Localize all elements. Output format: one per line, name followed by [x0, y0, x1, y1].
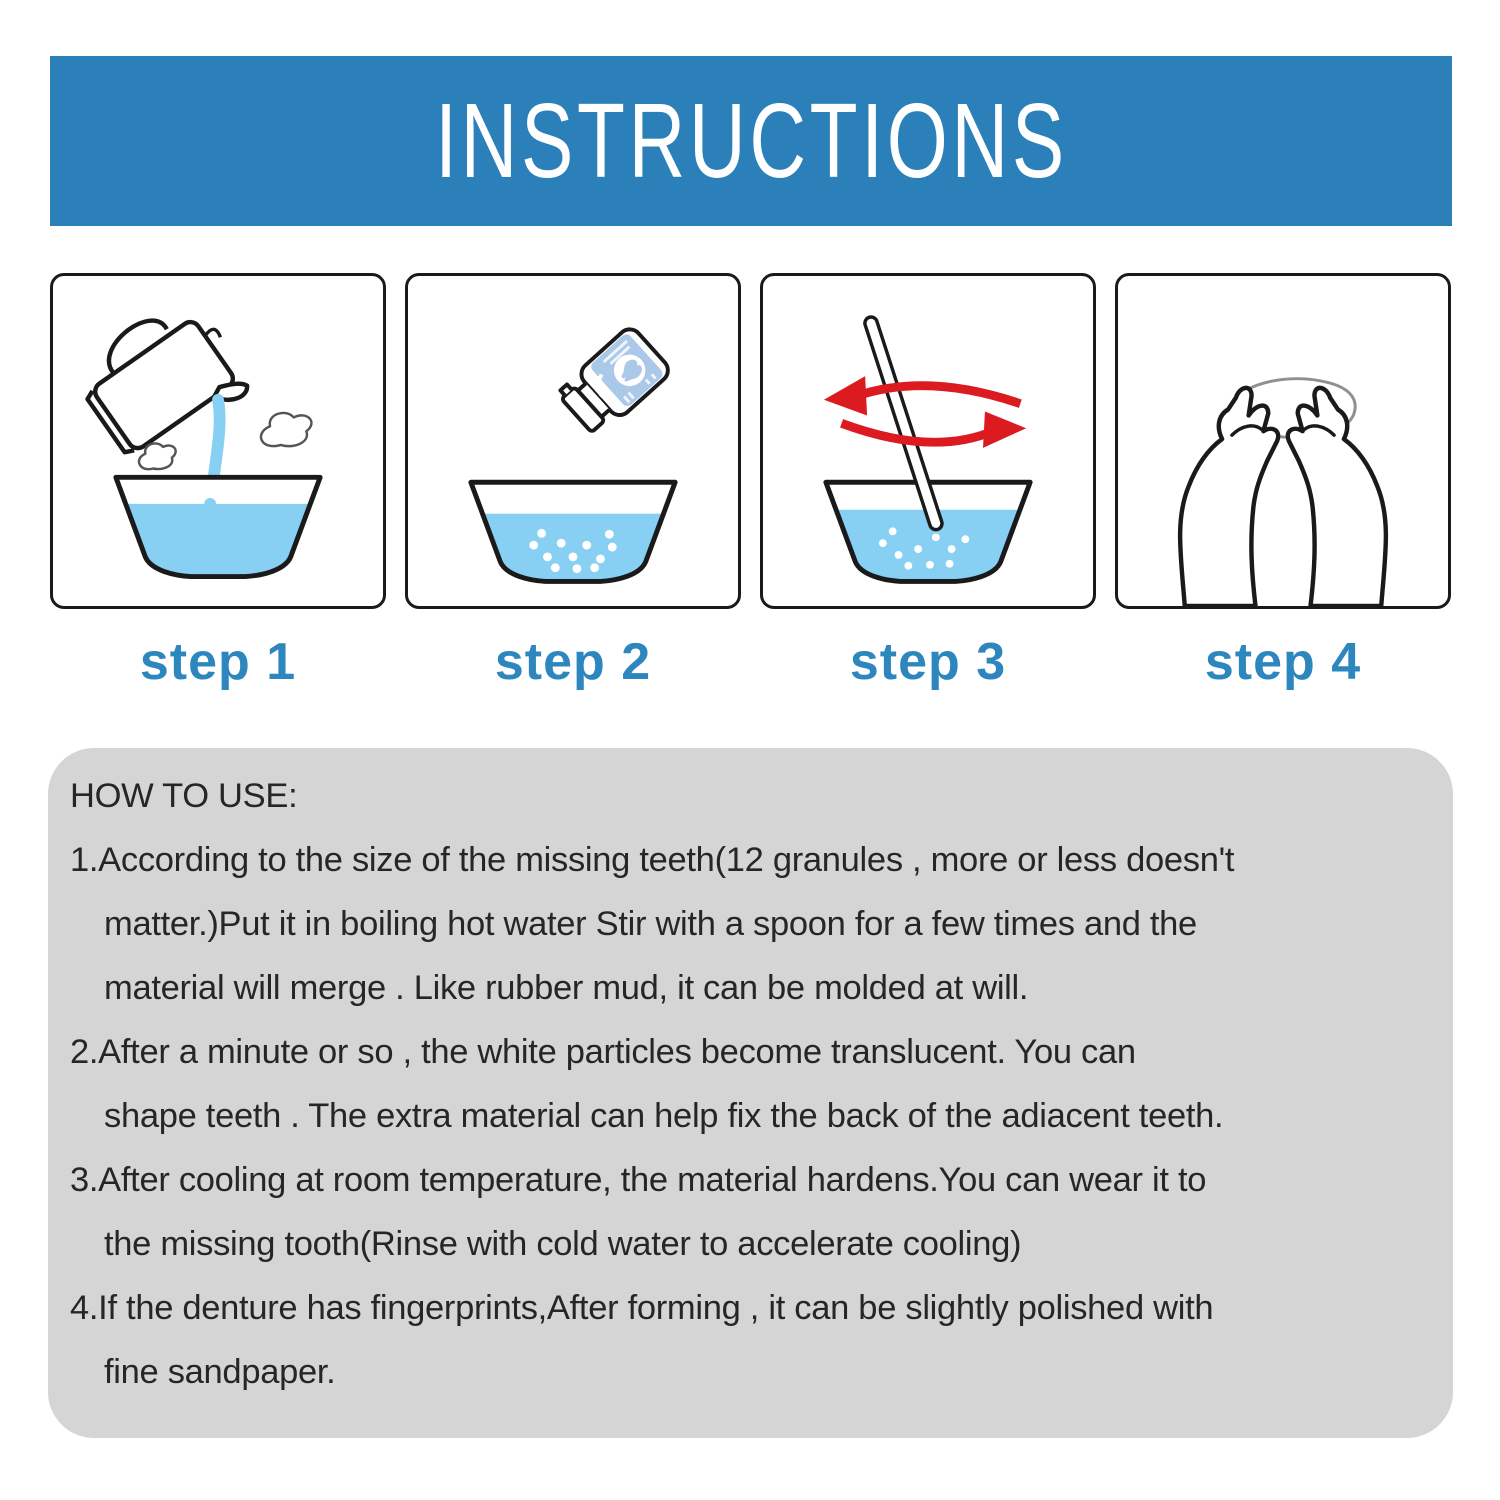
stir-motion-arrows: [824, 376, 1026, 448]
how-to-use-panel: [48, 748, 1453, 1438]
instruction-line: 2.After a minute or so , the white particles become translucent. You can: [70, 1033, 1136, 1071]
step-1-box: [50, 273, 386, 609]
steps-row: [50, 273, 1452, 609]
step-3-label: step 3: [849, 633, 1007, 691]
step-4-label: step 4: [1204, 633, 1362, 691]
instruction-line: fine sandpaper.: [104, 1353, 336, 1391]
step-2-label: step 2: [494, 633, 652, 691]
instruction-line: matter.)Put it in boiling hot water Stir with a spoon for a few times and the: [104, 905, 1197, 943]
header-banner: [50, 56, 1452, 226]
how-to-use-heading: HOW TO USE:: [70, 777, 298, 815]
instruction-line: the missing tooth(Rinse with cold water to accelerate cooling): [104, 1225, 1022, 1263]
step-4-box: [1115, 273, 1451, 609]
instruction-line: 3.After cooling at room temperature, the material hardens.You can wear it to: [70, 1161, 1207, 1199]
instruction-line: material will merge . Like rubber mud, it can be molded at will.: [104, 969, 1029, 1007]
instruction-line: shape teeth . The extra material can help fix the back of the adiacent teeth.: [104, 1097, 1224, 1135]
step-1-label: step 1: [139, 633, 297, 691]
instruction-line: 1.According to the size of the missing teeth(12 granules , more or less doesn't: [70, 841, 1235, 879]
bottle-pour-icon: [408, 276, 738, 606]
hands-molding-icon: [1118, 276, 1448, 606]
step-labels-row: [50, 632, 1452, 692]
page-title: INSTRUCTIONS: [434, 81, 1068, 200]
step-2-box: [405, 273, 741, 609]
kettle-pour-icon: [53, 276, 383, 606]
stirring-icon: [763, 276, 1093, 606]
step-3-box: [760, 273, 1096, 609]
instruction-line: 4.If the denture has fingerprints,After forming , it can be slightly polished with: [70, 1289, 1214, 1327]
